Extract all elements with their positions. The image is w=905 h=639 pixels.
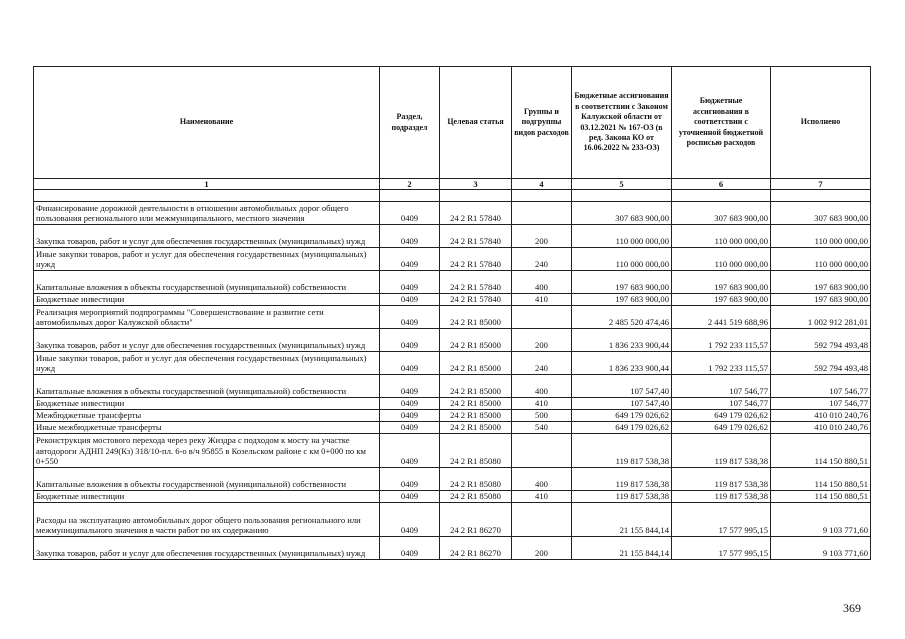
row-group: 400 [512,375,572,398]
row-section: 0409 [380,398,440,410]
row-budget-spec: 110 000 000,00 [672,225,771,248]
row-name: Капитальные вложения в объекты государственной (муниципальной) собственности [34,468,380,491]
header-executed: Исполнено [771,67,871,179]
row-group [512,503,572,537]
row-budget-spec: 107 546,77 [672,375,771,398]
header-budget-law: Бюджетные ассигнования в соответствии с Законом Калужской области от 03.12.2021 № 167-ОЗ (в ред. Закона КО от 16.06.2022 № 233-ОЗ) [572,67,672,179]
row-section: 0409 [380,503,440,537]
col-number: 5 [572,179,672,190]
row-budget-law: 649 179 026,62 [572,422,672,434]
row-target: 24 2 R1 57840 [440,225,512,248]
row-group: 200 [512,225,572,248]
row-section: 0409 [380,352,440,375]
row-section: 0409 [380,306,440,329]
page-number: 369 [843,601,861,615]
row-budget-law: 119 817 538,38 [572,468,672,491]
row-group: 240 [512,248,572,271]
row-budget-spec: 197 683 900,00 [672,294,771,306]
header-budget-spec: Бюджетные ассигнования в соответствии с уточненной бюджетной росписью расходов [672,67,771,179]
col-number: 1 [34,179,380,190]
row-budget-spec: 110 000 000,00 [672,248,771,271]
row-section: 0409 [380,202,440,225]
row-group: 410 [512,294,572,306]
row-section: 0409 [380,410,440,422]
column-number-row [34,179,871,190]
row-section: 0409 [380,537,440,560]
row-executed: 592 794 493,48 [771,352,871,375]
row-group [512,202,572,225]
row-group: 240 [512,352,572,375]
budget-table [33,66,871,560]
row-name: Межбюджетные трансферты [34,410,380,422]
row-name: Расходы на эксплуатацию автомобильных дорог общего пользования регионального или межмуниципального значения в части работ по их содержанию [34,503,380,537]
row-target: 24 2 R1 86270 [440,503,512,537]
row-budget-spec: 119 817 538,38 [672,491,771,503]
col-number: 4 [512,179,572,190]
row-executed: 592 794 493,48 [771,329,871,352]
table-row [34,248,871,271]
spacer-row [34,190,871,202]
row-budget-law: 119 817 538,38 [572,434,672,468]
row-budget-spec: 119 817 538,38 [672,468,771,491]
row-target: 24 2 R1 85080 [440,491,512,503]
table-row [34,398,871,410]
row-budget-spec: 17 577 995,15 [672,537,771,560]
row-section: 0409 [380,294,440,306]
row-name: Реализация мероприятий подпрограммы "Совершенствование и развитие сети автомобильных дорог Калужской области" [34,306,380,329]
row-budget-spec: 649 179 026,62 [672,410,771,422]
row-executed: 114 150 880,51 [771,434,871,468]
row-name: Иные закупки товаров, работ и услуг для обеспечения государственных (муниципальных) нужд [34,352,380,375]
row-executed: 107 546,77 [771,398,871,410]
col-number: 6 [672,179,771,190]
table-row [34,225,871,248]
row-section: 0409 [380,248,440,271]
row-budget-spec: 2 441 519 688,96 [672,306,771,329]
row-executed: 410 010 240,76 [771,410,871,422]
row-name: Закупка товаров, работ и услуг для обеспечения государственных (муниципальных) нужд [34,329,380,352]
row-budget-spec: 649 179 026,62 [672,422,771,434]
row-section: 0409 [380,375,440,398]
row-executed: 107 546,77 [771,375,871,398]
row-group: 410 [512,398,572,410]
row-group: 410 [512,491,572,503]
row-budget-law: 649 179 026,62 [572,410,672,422]
row-executed: 1 002 912 281,01 [771,306,871,329]
row-target: 24 2 R1 85080 [440,468,512,491]
row-budget-law: 21 155 844,14 [572,503,672,537]
row-budget-law: 197 683 900,00 [572,271,672,294]
row-target: 24 2 R1 85000 [440,306,512,329]
row-section: 0409 [380,271,440,294]
row-executed: 197 683 900,00 [771,294,871,306]
row-budget-spec: 17 577 995,15 [672,503,771,537]
row-section: 0409 [380,422,440,434]
row-budget-law: 307 683 900,00 [572,202,672,225]
row-executed: 410 010 240,76 [771,422,871,434]
row-budget-spec: 107 546,77 [672,398,771,410]
row-name: Закупка товаров, работ и услуг для обеспечения государственных (муниципальных) нужд [34,225,380,248]
row-budget-spec: 197 683 900,00 [672,271,771,294]
table-row [34,503,871,537]
row-budget-law: 21 155 844,14 [572,537,672,560]
row-section: 0409 [380,329,440,352]
table-row [34,306,871,329]
row-target: 24 2 R1 85000 [440,410,512,422]
row-budget-spec: 119 817 538,38 [672,434,771,468]
row-executed: 114 150 880,51 [771,468,871,491]
row-budget-law: 1 836 233 900,44 [572,352,672,375]
row-executed: 197 683 900,00 [771,271,871,294]
row-executed: 110 000 000,00 [771,225,871,248]
row-name: Капитальные вложения в объекты государственной (муниципальной) собственности [34,375,380,398]
table-row [34,375,871,398]
row-target: 24 2 R1 85000 [440,375,512,398]
row-name: Иные закупки товаров, работ и услуг для обеспечения государственных (муниципальных) нужд [34,248,380,271]
row-budget-spec: 1 792 233 115,57 [672,352,771,375]
row-target: 24 2 R1 85000 [440,329,512,352]
row-target: 24 2 R1 57840 [440,248,512,271]
row-target: 24 2 R1 85000 [440,398,512,410]
row-name: Капитальные вложения в объекты государственной (муниципальной) собственности [34,271,380,294]
table-row [34,294,871,306]
table-row [34,329,871,352]
row-target: 24 2 R1 86270 [440,537,512,560]
table-row [34,434,871,468]
row-name: Закупка товаров, работ и услуг для обеспечения государственных (муниципальных) нужд [34,537,380,560]
row-name: Финансирование дорожной деятельности в отношении автомобильных дорог общего пользования регионального или межмуниципального, местного значения [34,202,380,225]
row-budget-law: 197 683 900,00 [572,294,672,306]
header-target: Целевая статья [440,67,512,179]
row-group: 540 [512,422,572,434]
table-row [34,410,871,422]
row-group: 400 [512,468,572,491]
col-number: 2 [380,179,440,190]
row-executed: 114 150 880,51 [771,491,871,503]
table-row [34,537,871,560]
row-budget-law: 110 000 000,00 [572,248,672,271]
table-row [34,271,871,294]
row-budget-spec: 1 792 233 115,57 [672,329,771,352]
header-group: Группы и подгруппы видов расходов [512,67,572,179]
col-number: 7 [771,179,871,190]
table-row [34,352,871,375]
row-budget-law: 107 547,40 [572,375,672,398]
col-number: 3 [440,179,512,190]
row-group: 200 [512,537,572,560]
row-group: 500 [512,410,572,422]
row-name: Бюджетные инвестиции [34,294,380,306]
row-section: 0409 [380,434,440,468]
row-target: 24 2 R1 57840 [440,202,512,225]
row-target: 24 2 R1 57840 [440,271,512,294]
row-budget-law: 2 485 520 474,46 [572,306,672,329]
row-target: 24 2 R1 85080 [440,434,512,468]
row-budget-law: 119 817 538,38 [572,491,672,503]
table-row [34,491,871,503]
row-section: 0409 [380,491,440,503]
row-target: 24 2 R1 85000 [440,422,512,434]
row-budget-spec: 307 683 900,00 [672,202,771,225]
row-budget-law: 107 547,40 [572,398,672,410]
row-group [512,434,572,468]
row-executed: 307 683 900,00 [771,202,871,225]
row-budget-law: 1 836 233 900,44 [572,329,672,352]
row-group: 400 [512,271,572,294]
header-row [34,67,871,179]
table-row [34,202,871,225]
row-section: 0409 [380,468,440,491]
row-executed: 9 103 771,60 [771,503,871,537]
row-section: 0409 [380,225,440,248]
header-name: Наименование [34,67,380,179]
row-group: 200 [512,329,572,352]
row-executed: 110 000 000,00 [771,248,871,271]
header-section: Раздел, подраздел [380,67,440,179]
row-executed: 9 103 771,60 [771,537,871,560]
row-name: Бюджетные инвестиции [34,491,380,503]
row-name: Реконструкция мостового перехода через реку Жиздра с подходом к мосту на участке автодороги АДНП 249(Кз) 318/10-пл. 6-о в/ч 95855 в Козельском районе с км 0+000 по км 0+550 [34,434,380,468]
row-name: Иные межбюджетные трансферты [34,422,380,434]
row-target: 24 2 R1 57840 [440,294,512,306]
table-row [34,468,871,491]
row-group [512,306,572,329]
row-budget-law: 110 000 000,00 [572,225,672,248]
row-name: Бюджетные инвестиции [34,398,380,410]
row-target: 24 2 R1 85000 [440,352,512,375]
table-row [34,422,871,434]
